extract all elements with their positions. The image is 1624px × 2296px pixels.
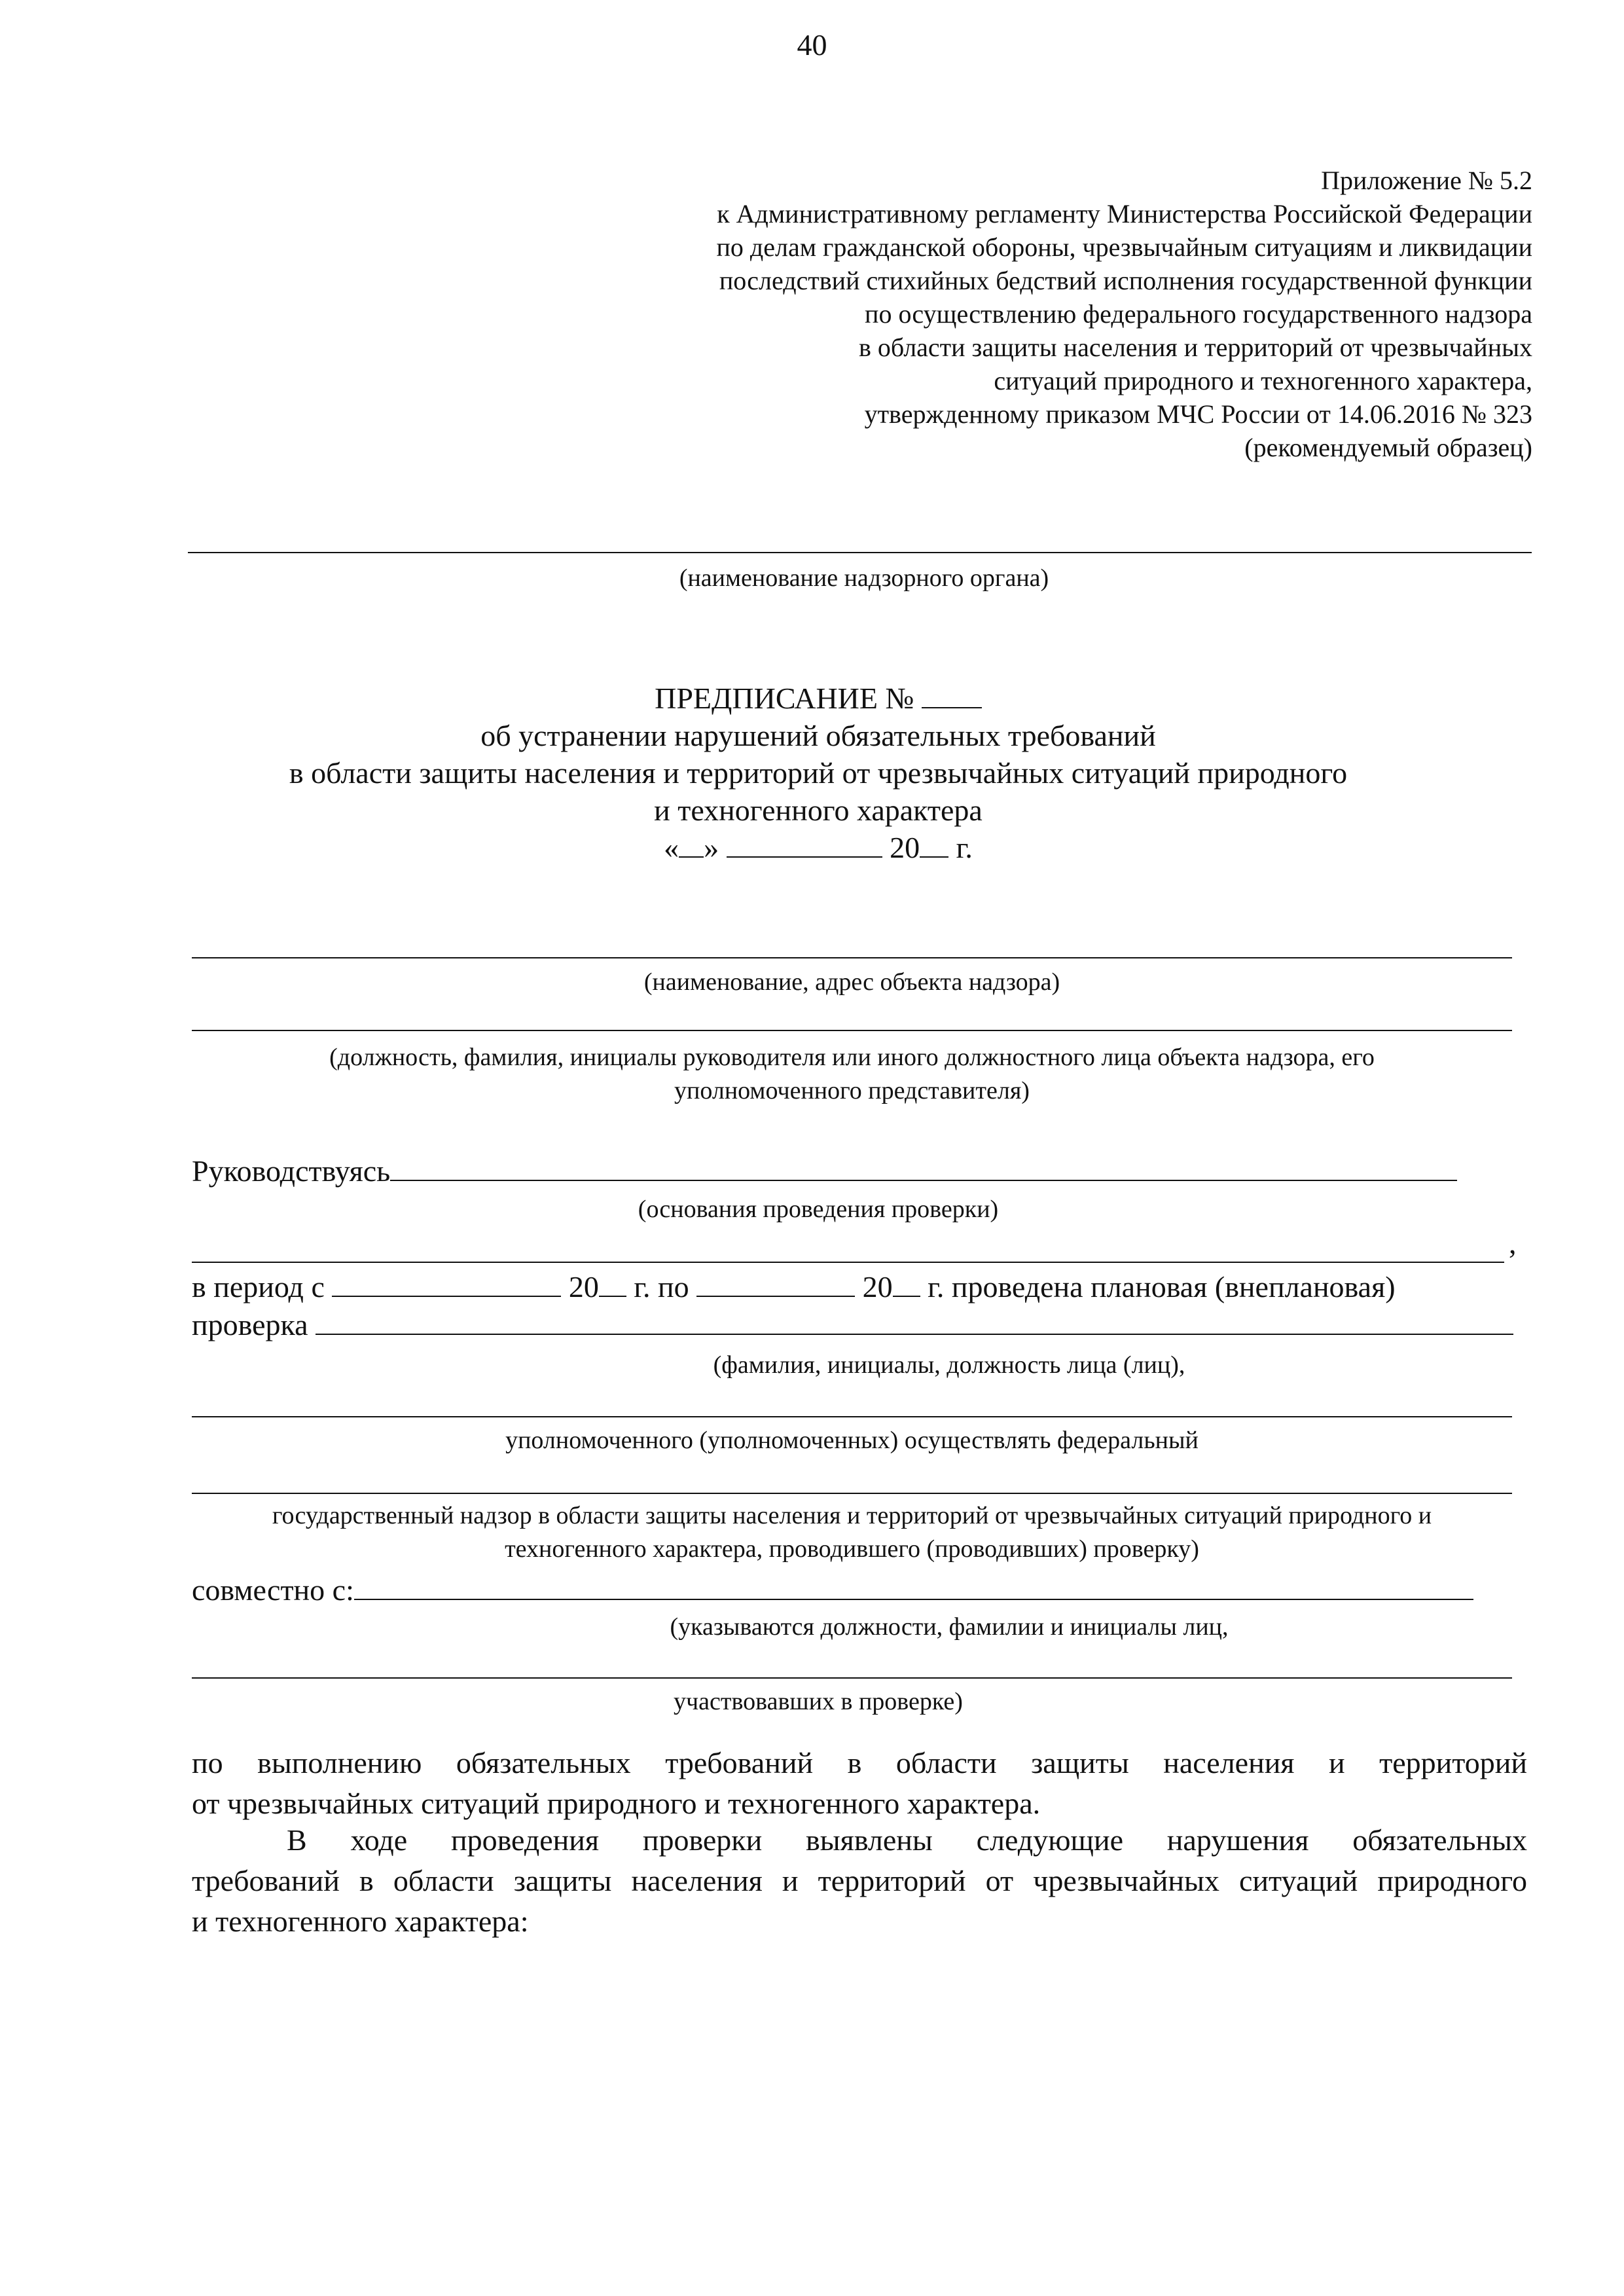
appendix-line: по делам гражданской обороны, чрезвычайным ситуациям и ликвидации bbox=[716, 232, 1532, 262]
title-date-line: « » 20 г. bbox=[664, 831, 973, 864]
authorized-fill-line[interactable] bbox=[192, 1416, 1512, 1417]
official-fill-line[interactable] bbox=[192, 1030, 1512, 1031]
inspection-row: проверка bbox=[192, 1306, 1513, 1344]
object-caption: (наименование, адрес объекта надзора) bbox=[643, 968, 1060, 996]
official-caption-1: (должность, фамилия, инициалы руководителя или иного должностного лица объекта надзора, его bbox=[329, 1044, 1375, 1071]
supervision-fill-line[interactable] bbox=[192, 1493, 1512, 1494]
order-number-field[interactable] bbox=[922, 707, 982, 708]
title-line-3: в области защиты населения и территорий от чрезвычайных ситуаций природного bbox=[289, 756, 1348, 790]
appendix-line: к Административному регламенту Министерства Российской Федерации bbox=[717, 199, 1532, 228]
appendix-line: по осуществлению федерального государственного надзора bbox=[865, 299, 1532, 329]
supervision-caption-2: техногенного характера, проводившего (проводивших) проверку) bbox=[505, 1535, 1199, 1563]
appendix-line: Приложение № 5.2 bbox=[1321, 166, 1532, 195]
appendix-line: утвержденному приказом МЧС России от 14.06.2016 № 323 bbox=[864, 399, 1532, 429]
page-number: 40 bbox=[797, 28, 827, 62]
appendix-line: (рекомендуемый образец) bbox=[1244, 433, 1532, 462]
jointly-field[interactable] bbox=[354, 1599, 1473, 1600]
authorized-caption: уполномоченного (уполномоченных) осуществлять федеральный bbox=[505, 1427, 1199, 1454]
date-day-field[interactable] bbox=[679, 856, 704, 858]
title-line-2: об устранении нарушений обязательных требований bbox=[480, 719, 1156, 752]
object-fill-line[interactable] bbox=[192, 957, 1512, 958]
guided-by-label: Руководствуясь bbox=[192, 1154, 391, 1188]
official-caption-2: уполномоченного представителя) bbox=[674, 1077, 1030, 1104]
title-line-1: ПРЕДПИСАНИЕ № bbox=[655, 682, 914, 715]
authority-caption: (наименование надзорного органа) bbox=[679, 564, 1049, 592]
guided-by-row bbox=[192, 1152, 1457, 1190]
basis-fill-line[interactable] bbox=[192, 1262, 1504, 1263]
participants-caption-1: (указываются должности, фамилии и инициалы лиц, bbox=[670, 1613, 1229, 1641]
body-paragraph-2: В ходе проведения проверки выявлены следующие нарушения обязательных требований в области защиты населения и территорий от чрезвычайных ситуаций природного и техногенного характера: bbox=[192, 1823, 1527, 1938]
period-from-field[interactable] bbox=[332, 1296, 561, 1297]
participants-fill-line[interactable] bbox=[192, 1677, 1512, 1679]
supervision-caption-1: государственный надзор в области защиты населения и территорий от чрезвычайных ситуаций природного и bbox=[272, 1502, 1432, 1529]
inspector-field[interactable] bbox=[316, 1334, 1513, 1335]
period-to-year-field[interactable] bbox=[893, 1296, 920, 1297]
period-row: в период с 20 г. по 20 г. проведена плановая (внеплановая) bbox=[192, 1270, 1396, 1303]
guided-by-field[interactable] bbox=[390, 1180, 1457, 1181]
date-month-field[interactable] bbox=[727, 856, 882, 858]
appendix-header bbox=[485, 164, 1532, 464]
period-from-year-field[interactable] bbox=[599, 1296, 626, 1297]
title-line-4: и техногенного характера bbox=[654, 793, 983, 827]
appendix-line: последствий стихийных бедствий исполнения государственной функции bbox=[719, 266, 1532, 295]
jointly-row: совместно с: bbox=[192, 1571, 1473, 1609]
document-title bbox=[196, 680, 1440, 866]
inspector-caption: (фамилия, инициалы, должность лица (лиц), bbox=[713, 1351, 1185, 1379]
basis-comma: , bbox=[1509, 1226, 1517, 1260]
participants-caption-2: участвовавших в проверке) bbox=[674, 1688, 963, 1715]
basis-caption: (основания проведения проверки) bbox=[638, 1195, 999, 1223]
appendix-line: ситуаций природного и техногенного характера, bbox=[994, 366, 1532, 395]
body-paragraph-1: по выполнению обязательных требований в области защиты населения и территорий от чрезвычайных ситуаций природного и техногенного характера. bbox=[192, 1746, 1527, 1820]
period-to-field[interactable] bbox=[696, 1296, 855, 1297]
appendix-line: в области защиты населения и территорий от чрезвычайных bbox=[858, 333, 1532, 362]
authority-fill-line[interactable] bbox=[188, 552, 1532, 553]
date-year-field[interactable] bbox=[920, 856, 948, 858]
